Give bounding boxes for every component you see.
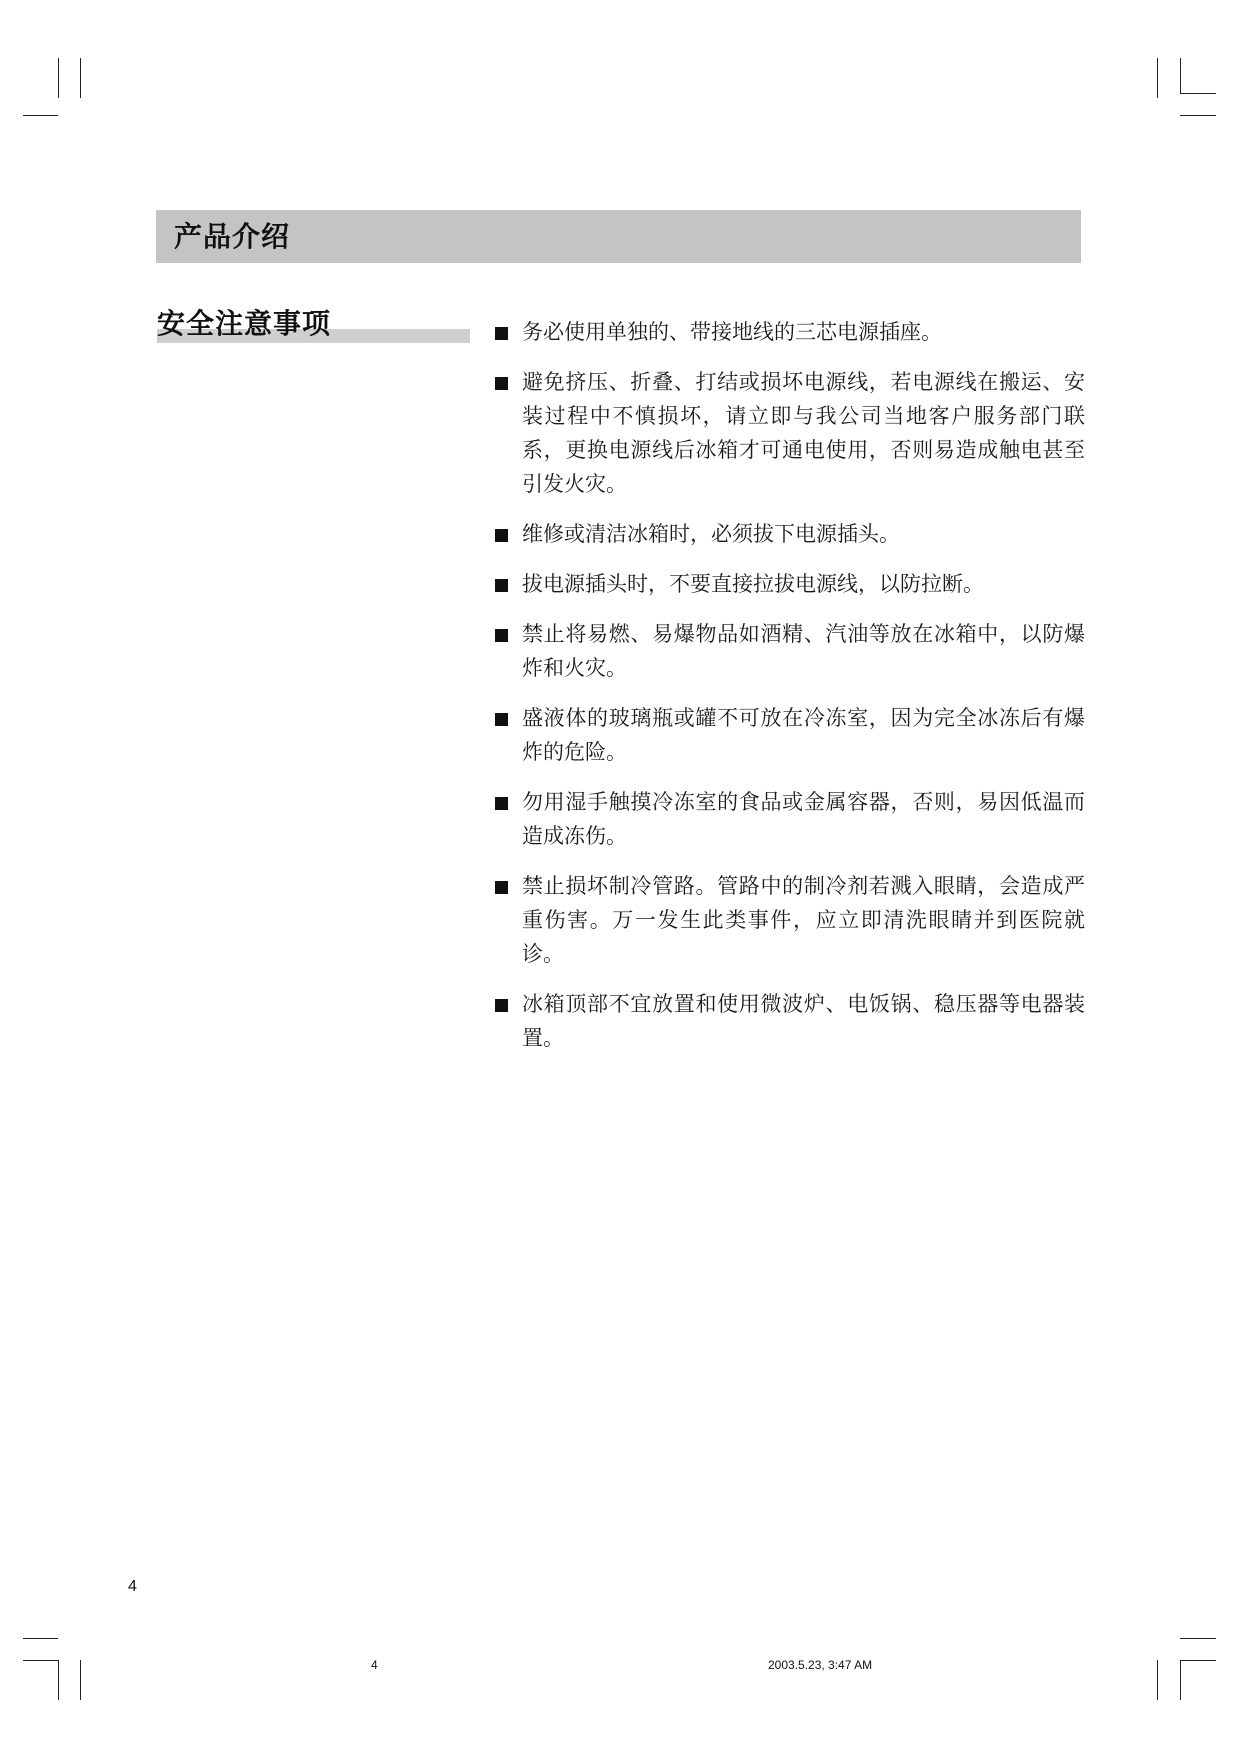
crop-mark-top-right	[1180, 115, 1216, 116]
list-item-text: 盛液体的玻璃瓶或罐不可放在冷冻室，因为完全冰冻后有爆炸的危险。	[522, 706, 1085, 764]
list-item	[495, 315, 1085, 349]
square-bullet-icon	[495, 579, 508, 592]
square-bullet-icon	[495, 327, 508, 340]
list-item-text: 避免挤压、折叠、打结或损坏电源线，若电源线在搬运、安装过程中不慎损坏，请立即与我公司当地客户服务部门联系，更换电源线后冰箱才可通电使用，否则易造成触电甚至引发火灾。	[522, 370, 1085, 496]
list-item	[495, 785, 1085, 853]
list-item	[495, 365, 1085, 501]
list-item	[495, 701, 1085, 769]
crop-mark-top-left	[23, 115, 58, 116]
page-title: 产品介绍	[174, 220, 291, 253]
square-bullet-icon	[495, 713, 508, 726]
crop-mark-bottom-left	[23, 1660, 58, 1661]
list-item	[495, 987, 1085, 1055]
list-item-text: 勿用湿手触摸冷冻室的食品或金属容器，否则，易因低温而造成冻伤。	[522, 790, 1085, 848]
crop-mark-bottom-right	[1157, 1660, 1158, 1700]
page-number: 4	[128, 1578, 137, 1595]
section-title: 安全注意事项	[157, 307, 332, 340]
square-bullet-icon	[495, 881, 508, 894]
list-item-text: 拔电源插头时，不要直接拉拔电源线，以防拉断。	[522, 572, 984, 596]
crop-mark-top-right	[1180, 93, 1216, 94]
list-item-text: 冰箱顶部不宜放置和使用微波炉、电饭锅、稳压器等电器装置。	[522, 992, 1085, 1050]
crop-mark-bottom-left	[80, 1660, 81, 1700]
crop-mark-bottom-right	[1180, 1638, 1216, 1639]
list-item	[495, 517, 1085, 551]
square-bullet-icon	[495, 999, 508, 1012]
crop-mark-top-right	[1157, 58, 1158, 98]
footer-timestamp: 2003.5.23, 3:47 AM	[768, 1658, 873, 1672]
square-bullet-icon	[495, 629, 508, 642]
footer-page-number: 4	[371, 1658, 378, 1672]
list-item-text: 务必使用单独的、带接地线的三芯电源插座。	[522, 320, 942, 344]
list-item-text: 维修或清洁冰箱时，必须拔下电源插头。	[522, 522, 900, 546]
crop-mark-bottom-right	[1180, 1660, 1216, 1661]
list-item	[495, 567, 1085, 601]
crop-mark-bottom-left	[58, 1660, 59, 1700]
square-bullet-icon	[495, 529, 508, 542]
crop-mark-bottom-right	[1180, 1660, 1181, 1700]
list-item	[495, 617, 1085, 685]
square-bullet-icon	[495, 797, 508, 810]
square-bullet-icon	[495, 377, 508, 390]
header-bar	[156, 210, 1081, 263]
crop-mark-top-left	[58, 58, 59, 98]
list-item-text: 禁止损坏制冷管路。管路中的制冷剂若溅入眼睛，会造成严重伤害。万一发生此类事件，应立即清洗眼睛并到医院就诊。	[522, 874, 1085, 966]
crop-mark-bottom-left	[23, 1638, 58, 1639]
list-item	[495, 869, 1085, 971]
crop-mark-top-left	[80, 58, 81, 98]
crop-mark-top-right	[1180, 58, 1181, 93]
list-item-text: 禁止将易燃、易爆物品如酒精、汽油等放在冰箱中，以防爆炸和火灾。	[522, 622, 1085, 680]
safety-notes-list	[495, 315, 1085, 1071]
